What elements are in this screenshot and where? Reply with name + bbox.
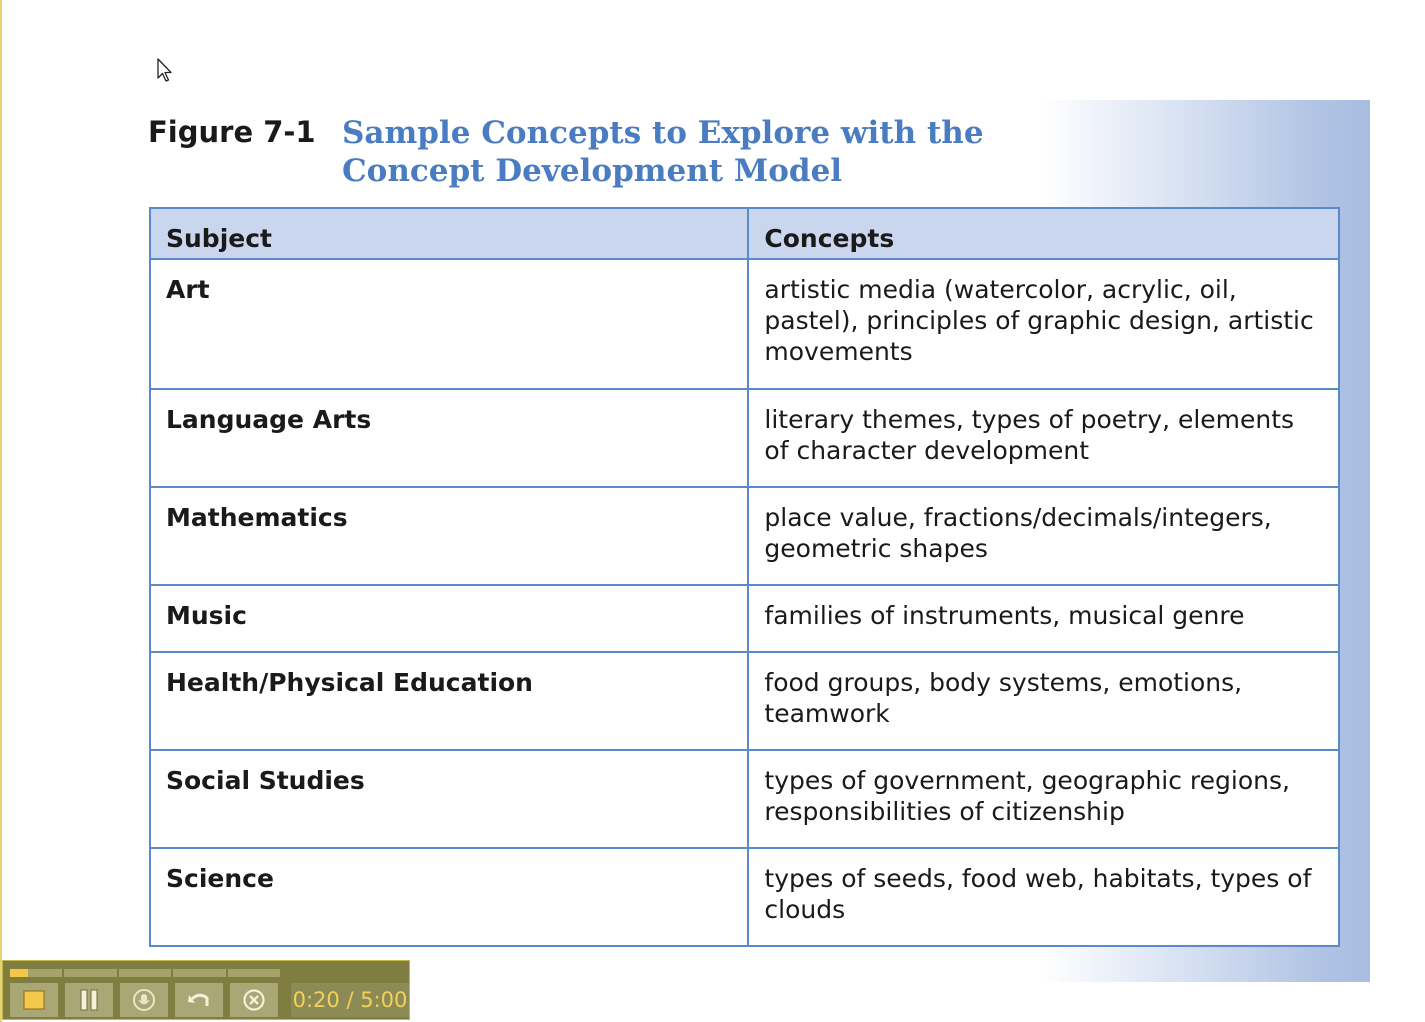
table-row [150, 487, 1339, 585]
table-row [150, 585, 1339, 652]
figure-title: Sample Concepts to Explore with the Concept Development Model [342, 115, 984, 189]
progress-segment [173, 969, 225, 977]
stop-icon [23, 990, 45, 1010]
progress-segment [119, 969, 171, 977]
table-row [150, 652, 1339, 750]
mouse-cursor-icon [157, 58, 175, 84]
table-header-row [150, 208, 1339, 259]
table-row [150, 848, 1339, 946]
undo-icon [187, 990, 211, 1010]
cancel-icon [242, 988, 266, 1012]
concepts-cell: types of government, geographic regions, responsibilities of citizenship [748, 750, 1339, 848]
pause-button[interactable] [65, 983, 113, 1017]
concepts-cell: literary themes, types of poetry, elements of character development [748, 389, 1339, 487]
concepts-cell: families of instruments, musical genre [748, 585, 1339, 652]
table-row [150, 750, 1339, 848]
recording-player-bar [2, 960, 410, 1020]
table-row [150, 389, 1339, 487]
progress-segment [64, 969, 116, 977]
undo-button[interactable] [175, 983, 223, 1017]
microphone-icon [132, 988, 156, 1012]
progress-track[interactable] [10, 969, 280, 977]
subject-cell: Music [150, 585, 748, 652]
column-header-subject: Subject [150, 208, 748, 259]
subject-cell: Science [150, 848, 748, 946]
concepts-cell: food groups, body systems, emotions, teamwork [748, 652, 1339, 750]
concepts-cell: place value, fractions/decimals/integers, geometric shapes [748, 487, 1339, 585]
concepts-cell: types of seeds, food web, habitats, types of clouds [748, 848, 1339, 946]
table-row [150, 259, 1339, 389]
concepts-cell: artistic media (watercolor, acrylic, oil, pastel), principles of graphic design, artistic movements [748, 259, 1339, 389]
subject-cell: Health/Physical Education [150, 652, 748, 750]
stop-button[interactable] [10, 983, 58, 1017]
concepts-table [149, 207, 1340, 947]
subject-cell: Art [150, 259, 748, 389]
subject-cell: Mathematics [150, 487, 748, 585]
progress-segment [228, 969, 280, 977]
subject-cell: Social Studies [150, 750, 748, 848]
cancel-button[interactable] [230, 983, 278, 1017]
microphone-button[interactable] [120, 983, 168, 1017]
figure-label: Figure 7-1 [148, 115, 316, 149]
pause-icon [78, 989, 100, 1011]
time-readout: 0:20 / 5:00 [291, 983, 409, 1017]
column-header-concepts: Concepts [748, 208, 1339, 259]
subject-cell: Language Arts [150, 389, 748, 487]
window-left-border [0, 0, 2, 1022]
progress-fill [10, 969, 28, 977]
